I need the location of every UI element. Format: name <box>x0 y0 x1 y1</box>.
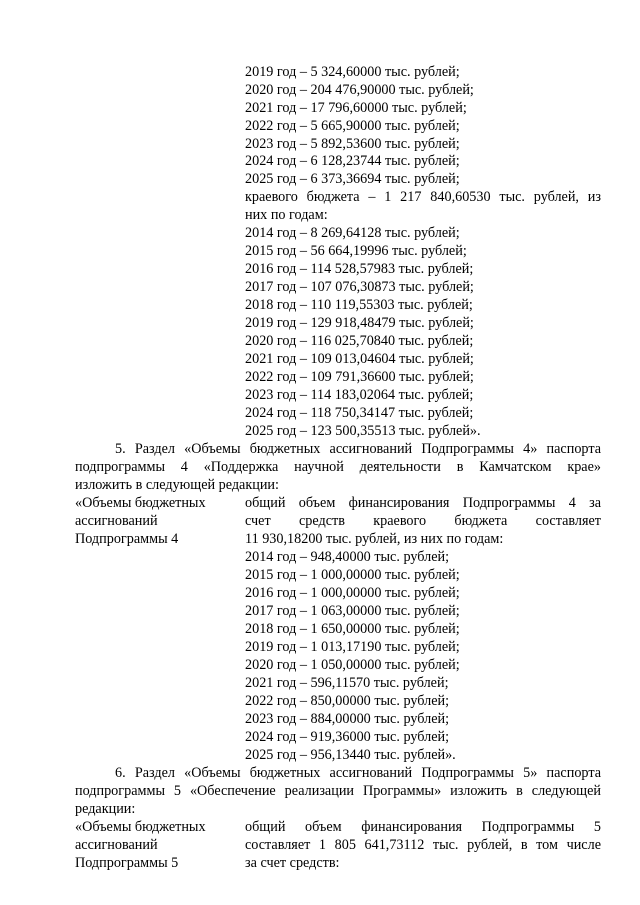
year-line: 2024 год – 919,36000 тыс. рублей; <box>245 729 450 745</box>
year-line: 2015 год – 1 000,00000 тыс. рублей; <box>245 567 460 583</box>
table-label: ассигнований <box>75 837 158 853</box>
year-line: 2022 год – 109 791,36600 тыс. рублей; <box>245 369 474 385</box>
year-line: 2023 год – 114 183,02064 тыс. рублей; <box>245 387 474 403</box>
regional-budget-line: них по годам: <box>245 207 328 223</box>
year-line: 2021 год – 596,11570 тыс. рублей; <box>245 675 449 691</box>
year-line: 2016 год – 1 000,00000 тыс. рублей; <box>245 585 460 601</box>
year-line: 2020 год – 1 050,00000 тыс. рублей; <box>245 657 460 673</box>
year-line: 2024 год – 118 750,34147 тыс. рублей; <box>245 405 474 421</box>
year-line: 2020 год – 204 476,90000 тыс. рублей; <box>245 82 474 98</box>
year-line: 2024 год – 6 128,23744 тыс. рублей; <box>245 153 460 169</box>
table-label: «Объемы бюджетных <box>75 495 206 511</box>
year-line: 2021 год – 109 013,04604 тыс. рублей; <box>245 351 474 367</box>
paragraph-line: изложить в следующей редакции: <box>75 477 279 493</box>
table-body-line: 11 930,18200 тыс. рублей, из них по годам: <box>245 531 504 547</box>
paragraph-line: 5. Раздел «Объемы бюджетных ассигнований Подпрограммы 4» паспорта <box>115 441 601 457</box>
paragraph-line: подпрограммы 5 «Обеспечение реализации Программы» изложить в следующей <box>75 783 601 799</box>
paragraph-line: 6. Раздел «Объемы бюджетных ассигнований Подпрограммы 5» паспорта <box>115 765 601 781</box>
year-line: 2018 год – 1 650,00000 тыс. рублей; <box>245 621 460 637</box>
year-line: 2020 год – 116 025,70840 тыс. рублей; <box>245 333 474 349</box>
table-body-line: за счет средств: <box>245 855 340 871</box>
year-line: 2025 год – 956,13440 тыс. рублей». <box>245 747 456 763</box>
year-line: 2022 год – 850,00000 тыс. рублей; <box>245 693 450 709</box>
year-line: 2023 год – 884,00000 тыс. рублей; <box>245 711 450 727</box>
year-line: 2017 год – 107 076,30873 тыс. рублей; <box>245 279 474 295</box>
paragraph-line: редакции: <box>75 801 136 817</box>
year-line: 2014 год – 8 269,64128 тыс. рублей; <box>245 225 460 241</box>
year-line: 2021 год – 17 796,60000 тыс. рублей; <box>245 100 467 116</box>
year-line: 2022 год – 5 665,90000 тыс. рублей; <box>245 118 460 134</box>
year-line: 2019 год – 5 324,60000 тыс. рублей; <box>245 64 460 80</box>
year-line: 2016 год – 114 528,57983 тыс. рублей; <box>245 261 474 277</box>
table-label: ассигнований <box>75 513 158 529</box>
table-body-line: составляет 1 805 641,73112 тыс. рублей, в том числе <box>245 837 601 853</box>
year-line: 2019 год – 129 918,48479 тыс. рублей; <box>245 315 474 331</box>
table-body-line: счет средств краевого бюджета составляет <box>245 513 601 529</box>
year-line: 2015 год – 56 664,19996 тыс. рублей; <box>245 243 467 259</box>
regional-budget-line: краевого бюджета – 1 217 840,60530 тыс. рублей, из <box>245 189 601 205</box>
year-line: 2023 год – 5 892,53600 тыс. рублей; <box>245 136 460 152</box>
paragraph-line: подпрограммы 4 «Поддержка научной деятельности в Камчатском крае» <box>75 459 601 475</box>
table-body-line: общий объем финансирования Подпрограммы 5 <box>245 819 601 835</box>
year-line: 2025 год – 6 373,36694 тыс. рублей; <box>245 171 460 187</box>
table-label: Подпрограммы 4 <box>75 531 179 547</box>
table-body-line: общий объем финансирования Подпрограммы 4 за <box>245 495 601 511</box>
table-label: «Объемы бюджетных <box>75 819 206 835</box>
year-line: 2018 год – 110 119,55303 тыс. рублей; <box>245 297 473 313</box>
year-line: 2025 год – 123 500,35513 тыс. рублей». <box>245 423 481 439</box>
year-line: 2017 год – 1 063,00000 тыс. рублей; <box>245 603 460 619</box>
year-line: 2014 год – 948,40000 тыс. рублей; <box>245 549 450 565</box>
year-line: 2019 год – 1 013,17190 тыс. рублей; <box>245 639 460 655</box>
table-label: Подпрограммы 5 <box>75 855 179 871</box>
